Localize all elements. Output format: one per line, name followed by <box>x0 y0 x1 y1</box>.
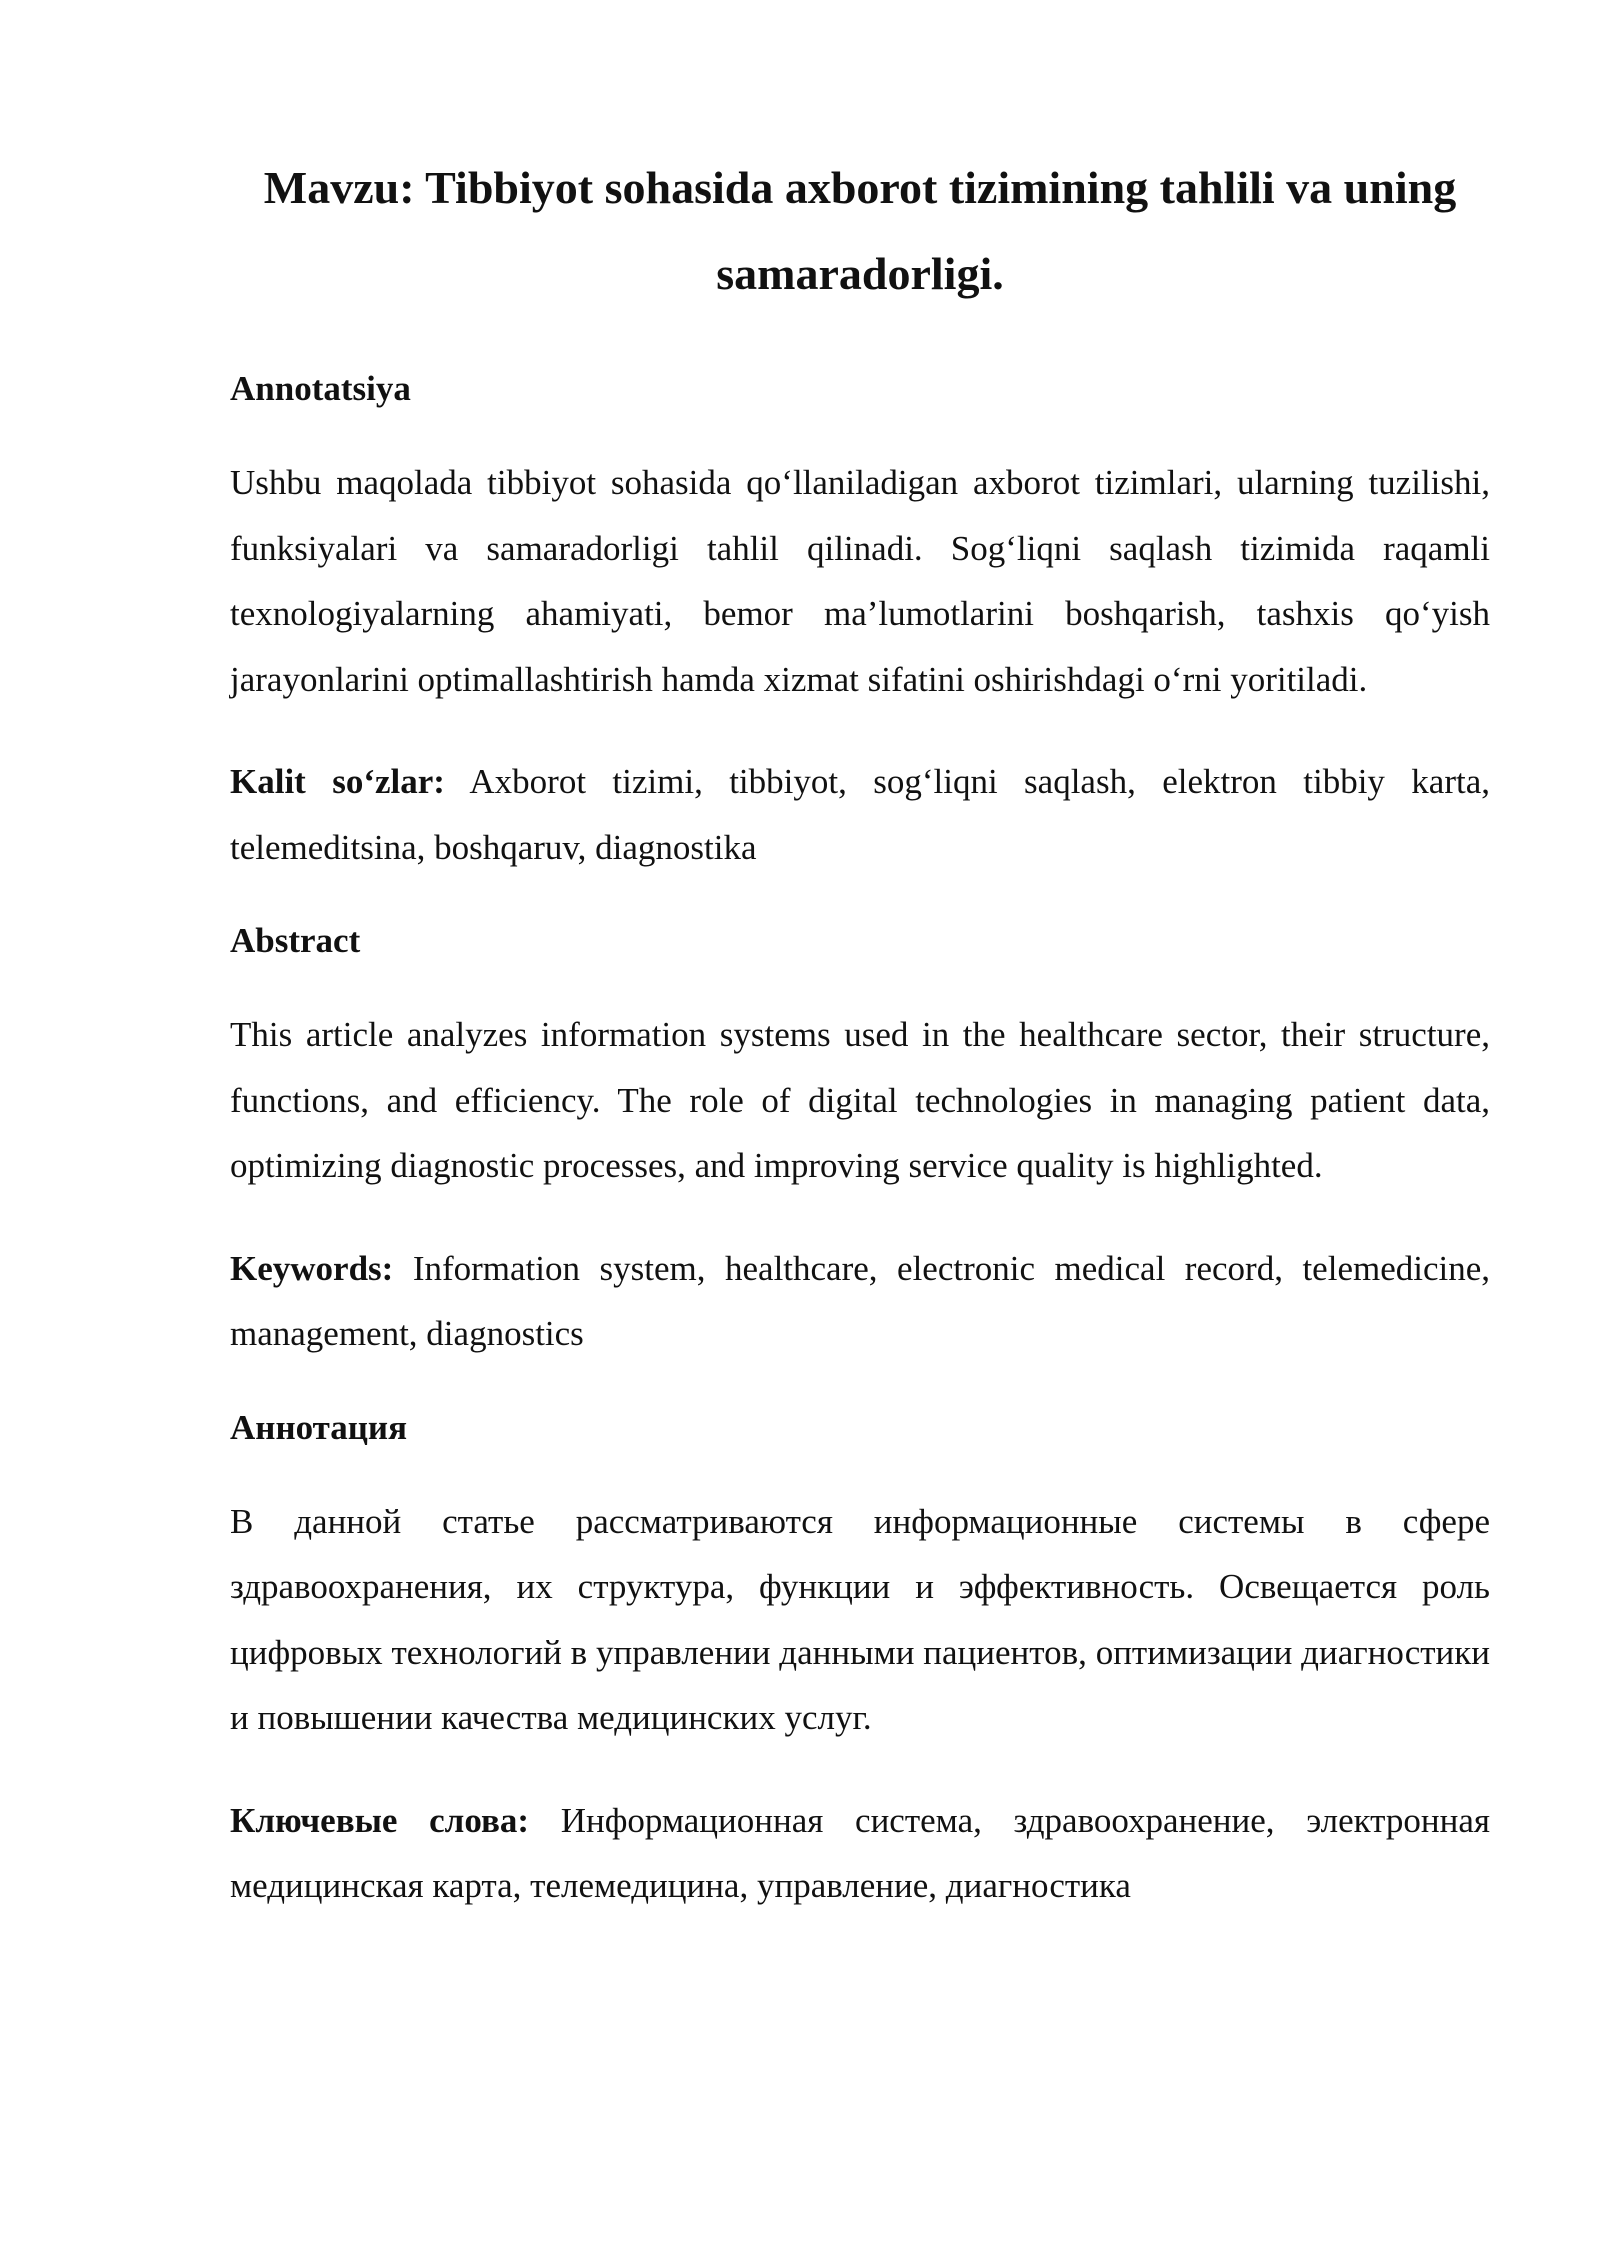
keywords-label-ru: Ключевые слова: <box>230 1800 530 1840</box>
document-page <box>230 145 1490 1919</box>
document-title: Mavzu: Tibbiyot sohasida axborot tizimining tahlili va uning samaradorligi. <box>263 162 1457 299</box>
annotation-heading-ru: Аннотация <box>230 1407 408 1447</box>
annotation-text-ru: В данной статье рассматриваются информационные системы в сфере здравоохранения, их структура, функции и эффективность. Освещается роль цифровых технологий в управлении данными пациентов, оптимизации диагностики и повышении качества медицинских услуг. <box>230 1501 1490 1737</box>
keywords-paragraph-uz <box>230 749 1490 880</box>
annotation-heading-en: Abstract <box>230 921 361 960</box>
keywords-text-en: Information system, healthcare, electronic medical record, telemedicine, management, diagnostics <box>230 1248 1490 1353</box>
keywords-text-uz: Axborot tizimi, tibbiyot, sog‘liqni saqlash, elektron tibbiy karta, telemeditsina, boshqaruv, diagnostika <box>230 762 1490 867</box>
annotation-heading-uz: Annotatsiya <box>230 369 411 408</box>
annotation-text-uz: Ushbu maqolada tibbiyot sohasida qo‘llaniladigan axborot tizimlari, ularning tuzilishi, funksiyalari va samaradorligi tahlil qilinadi. Sog‘liqni saqlash tizimida raqamli texnologiyalarning ahamiyati, bemor ma’lumotlarini boshqarish, tashxis qo‘yish jarayonlarini optimallashtirish hamda xizmat sifatini oshirishdagi o‘rni yoritiladi. <box>230 463 1490 699</box>
keywords-paragraph-ru <box>230 1788 1490 1919</box>
keywords-label-uz: Kalit so‘zlar: <box>230 762 445 801</box>
annotation-text-en: This article analyzes information systems used in the healthcare sector, their structure, functions, and efficiency. The role of digital technologies in managing patient data, optimizing diagnostic processes, and improving service quality is highlighted. <box>230 1015 1490 1185</box>
keywords-text-ru: Информационная система, здравоохранение, электронная медицинская карта, телемедицина, управление, диагностика <box>230 1800 1490 1905</box>
keywords-paragraph-en <box>230 1236 1490 1367</box>
keywords-label-en: Keywords: <box>230 1248 394 1288</box>
